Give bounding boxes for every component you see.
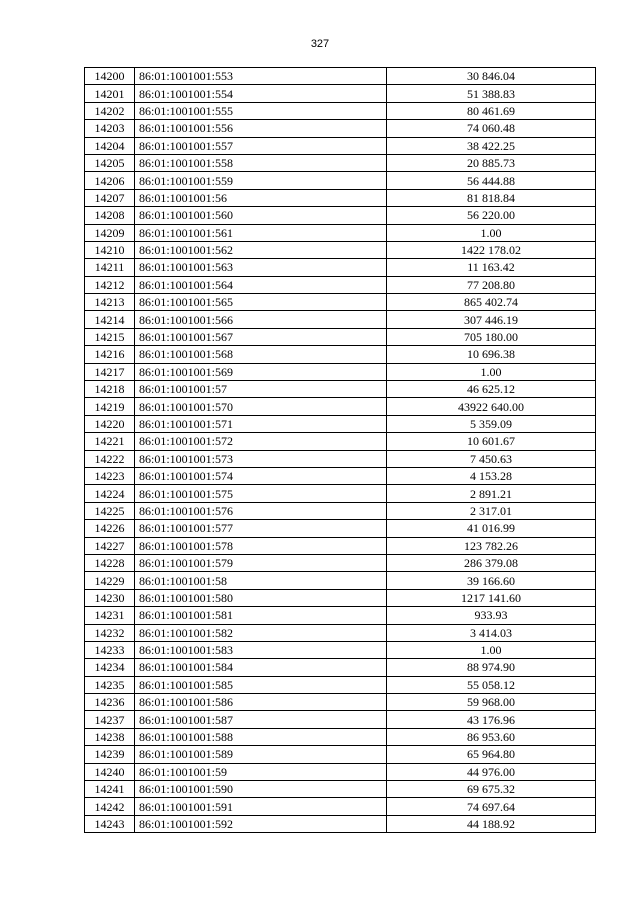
cadastral-number-cell: 86:01:1001001:570	[135, 398, 387, 415]
table-row	[85, 676, 596, 693]
row-number-cell: 14227	[85, 537, 135, 554]
cadastral-number-cell: 86:01:1001001:569	[135, 363, 387, 380]
row-number-cell: 14222	[85, 450, 135, 467]
page-number: 327	[310, 38, 330, 50]
row-number-cell: 14232	[85, 624, 135, 641]
value-cell: 46 625.12	[387, 381, 596, 398]
cadastral-number-cell: 86:01:1001001:562	[135, 241, 387, 258]
row-number-cell: 14239	[85, 746, 135, 763]
row-number-cell: 14209	[85, 224, 135, 241]
table-row	[85, 554, 596, 571]
table-row	[85, 346, 596, 363]
row-number-cell: 14241	[85, 781, 135, 798]
cadastral-number-cell: 86:01:1001001:561	[135, 224, 387, 241]
value-cell: 307 446.19	[387, 311, 596, 328]
value-cell: 65 964.80	[387, 746, 596, 763]
cadastral-number-cell: 86:01:1001001:563	[135, 259, 387, 276]
cadastral-number-cell: 86:01:1001001:555	[135, 102, 387, 119]
table-row	[85, 85, 596, 102]
row-number-cell: 14205	[85, 154, 135, 171]
row-number-cell: 14231	[85, 607, 135, 624]
value-cell: 20 885.73	[387, 154, 596, 171]
table-row	[85, 381, 596, 398]
value-cell: 74 697.64	[387, 798, 596, 815]
cadastral-number-cell: 86:01:1001001:591	[135, 798, 387, 815]
table-row	[85, 154, 596, 171]
row-number-cell: 14207	[85, 189, 135, 206]
table-row	[85, 189, 596, 206]
row-number-cell: 14243	[85, 815, 135, 832]
value-cell: 44 976.00	[387, 763, 596, 780]
row-number-cell: 14201	[85, 85, 135, 102]
value-cell: 2 891.21	[387, 485, 596, 502]
cadastral-number-cell: 86:01:1001001:554	[135, 85, 387, 102]
cadastral-number-cell: 86:01:1001001:582	[135, 624, 387, 641]
value-cell: 56 444.88	[387, 172, 596, 189]
value-cell: 74 060.48	[387, 120, 596, 137]
table-row	[85, 659, 596, 676]
cadastral-number-cell: 86:01:1001001:565	[135, 294, 387, 311]
cadastral-number-cell: 86:01:1001001:566	[135, 311, 387, 328]
row-number-cell: 14237	[85, 711, 135, 728]
row-number-cell: 14217	[85, 363, 135, 380]
cadastral-number-cell: 86:01:1001001:559	[135, 172, 387, 189]
cadastral-number-cell: 86:01:1001001:58	[135, 572, 387, 589]
cadastral-number-cell: 86:01:1001001:576	[135, 502, 387, 519]
value-cell: 5 359.09	[387, 415, 596, 432]
row-number-cell: 14228	[85, 554, 135, 571]
table-row	[85, 120, 596, 137]
row-number-cell: 14240	[85, 763, 135, 780]
value-cell: 39 166.60	[387, 572, 596, 589]
value-cell: 56 220.00	[387, 207, 596, 224]
value-cell: 41 016.99	[387, 520, 596, 537]
cadastral-number-cell: 86:01:1001001:588	[135, 728, 387, 745]
cadastral-number-cell: 86:01:1001001:59	[135, 763, 387, 780]
value-cell: 86 953.60	[387, 728, 596, 745]
table-row	[85, 572, 596, 589]
row-number-cell: 14200	[85, 68, 135, 85]
cadastral-number-cell: 86:01:1001001:57	[135, 381, 387, 398]
row-number-cell: 14236	[85, 694, 135, 711]
row-number-cell: 14218	[85, 381, 135, 398]
value-cell: 80 461.69	[387, 102, 596, 119]
table-row	[85, 781, 596, 798]
row-number-cell: 14221	[85, 433, 135, 450]
table-row	[85, 711, 596, 728]
table-row	[85, 641, 596, 658]
value-cell: 81 818.84	[387, 189, 596, 206]
cadastral-number-cell: 86:01:1001001:580	[135, 589, 387, 606]
table-row	[85, 259, 596, 276]
table-row	[85, 224, 596, 241]
table-row	[85, 102, 596, 119]
cadastral-number-cell: 86:01:1001001:586	[135, 694, 387, 711]
cadastral-number-cell: 86:01:1001001:581	[135, 607, 387, 624]
value-cell: 38 422.25	[387, 137, 596, 154]
table-row	[85, 467, 596, 484]
table-row	[85, 624, 596, 641]
value-cell: 865 402.74	[387, 294, 596, 311]
row-number-cell: 14242	[85, 798, 135, 815]
cadastral-number-cell: 86:01:1001001:571	[135, 415, 387, 432]
cadastral-number-cell: 86:01:1001001:558	[135, 154, 387, 171]
cadastral-number-cell: 86:01:1001001:572	[135, 433, 387, 450]
value-cell: 77 208.80	[387, 276, 596, 293]
value-cell: 933.93	[387, 607, 596, 624]
table-row	[85, 763, 596, 780]
row-number-cell: 14212	[85, 276, 135, 293]
value-cell: 51 388.83	[387, 85, 596, 102]
cadastral-number-cell: 86:01:1001001:564	[135, 276, 387, 293]
row-number-cell: 14213	[85, 294, 135, 311]
table-row	[85, 520, 596, 537]
table-row	[85, 485, 596, 502]
value-cell: 286 379.08	[387, 554, 596, 571]
value-cell: 7 450.63	[387, 450, 596, 467]
cadastral-number-cell: 86:01:1001001:584	[135, 659, 387, 676]
table-row	[85, 502, 596, 519]
value-cell: 88 974.90	[387, 659, 596, 676]
table-row	[85, 433, 596, 450]
value-cell: 43 176.96	[387, 711, 596, 728]
table-row	[85, 276, 596, 293]
row-number-cell: 14206	[85, 172, 135, 189]
row-number-cell: 14224	[85, 485, 135, 502]
table-row	[85, 294, 596, 311]
value-cell: 69 675.32	[387, 781, 596, 798]
table-row	[85, 746, 596, 763]
value-cell: 1.00	[387, 224, 596, 241]
value-cell: 4 153.28	[387, 467, 596, 484]
cadastral-number-cell: 86:01:1001001:56	[135, 189, 387, 206]
value-cell: 1217 141.60	[387, 589, 596, 606]
value-cell: 55 058.12	[387, 676, 596, 693]
row-number-cell: 14210	[85, 241, 135, 258]
cadastral-number-cell: 86:01:1001001:567	[135, 328, 387, 345]
table-row	[85, 694, 596, 711]
value-cell: 10 696.38	[387, 346, 596, 363]
table-row	[85, 172, 596, 189]
value-cell: 1.00	[387, 363, 596, 380]
row-number-cell: 14220	[85, 415, 135, 432]
row-number-cell: 14225	[85, 502, 135, 519]
value-cell: 30 846.04	[387, 68, 596, 85]
cadastral-number-cell: 86:01:1001001:583	[135, 641, 387, 658]
row-number-cell: 14230	[85, 589, 135, 606]
table-row	[85, 241, 596, 258]
table-row	[85, 328, 596, 345]
row-number-cell: 14211	[85, 259, 135, 276]
value-cell: 123 782.26	[387, 537, 596, 554]
row-number-cell: 14203	[85, 120, 135, 137]
value-cell: 11 163.42	[387, 259, 596, 276]
value-cell: 1422 178.02	[387, 241, 596, 258]
records-table-body	[85, 68, 596, 833]
cadastral-number-cell: 86:01:1001001:573	[135, 450, 387, 467]
cadastral-number-cell: 86:01:1001001:574	[135, 467, 387, 484]
table-row	[85, 815, 596, 832]
cadastral-number-cell: 86:01:1001001:556	[135, 120, 387, 137]
cadastral-number-cell: 86:01:1001001:590	[135, 781, 387, 798]
cadastral-number-cell: 86:01:1001001:577	[135, 520, 387, 537]
table-row	[85, 798, 596, 815]
cadastral-number-cell: 86:01:1001001:553	[135, 68, 387, 85]
table-row	[85, 363, 596, 380]
row-number-cell: 14233	[85, 641, 135, 658]
table-row	[85, 607, 596, 624]
value-cell: 59 968.00	[387, 694, 596, 711]
value-cell: 10 601.67	[387, 433, 596, 450]
records-table	[84, 67, 596, 833]
table-row	[85, 728, 596, 745]
cadastral-number-cell: 86:01:1001001:585	[135, 676, 387, 693]
cadastral-number-cell: 86:01:1001001:578	[135, 537, 387, 554]
row-number-cell: 14219	[85, 398, 135, 415]
cadastral-number-cell: 86:01:1001001:568	[135, 346, 387, 363]
row-number-cell: 14214	[85, 311, 135, 328]
cadastral-number-cell: 86:01:1001001:579	[135, 554, 387, 571]
table-row	[85, 450, 596, 467]
value-cell: 43922 640.00	[387, 398, 596, 415]
table-row	[85, 137, 596, 154]
row-number-cell: 14234	[85, 659, 135, 676]
row-number-cell: 14215	[85, 328, 135, 345]
cadastral-number-cell: 86:01:1001001:592	[135, 815, 387, 832]
row-number-cell: 14208	[85, 207, 135, 224]
table-row	[85, 207, 596, 224]
cadastral-number-cell: 86:01:1001001:575	[135, 485, 387, 502]
cadastral-number-cell: 86:01:1001001:560	[135, 207, 387, 224]
row-number-cell: 14235	[85, 676, 135, 693]
row-number-cell: 14223	[85, 467, 135, 484]
row-number-cell: 14226	[85, 520, 135, 537]
value-cell: 2 317.01	[387, 502, 596, 519]
value-cell: 44 188.92	[387, 815, 596, 832]
table-row	[85, 68, 596, 85]
row-number-cell: 14216	[85, 346, 135, 363]
table-row	[85, 415, 596, 432]
cadastral-number-cell: 86:01:1001001:589	[135, 746, 387, 763]
cadastral-number-cell: 86:01:1001001:557	[135, 137, 387, 154]
row-number-cell: 14229	[85, 572, 135, 589]
table-row	[85, 537, 596, 554]
row-number-cell: 14204	[85, 137, 135, 154]
row-number-cell: 14238	[85, 728, 135, 745]
table-row	[85, 398, 596, 415]
value-cell: 705 180.00	[387, 328, 596, 345]
cadastral-number-cell: 86:01:1001001:587	[135, 711, 387, 728]
value-cell: 3 414.03	[387, 624, 596, 641]
row-number-cell: 14202	[85, 102, 135, 119]
table-row	[85, 589, 596, 606]
table-row	[85, 311, 596, 328]
value-cell: 1.00	[387, 641, 596, 658]
